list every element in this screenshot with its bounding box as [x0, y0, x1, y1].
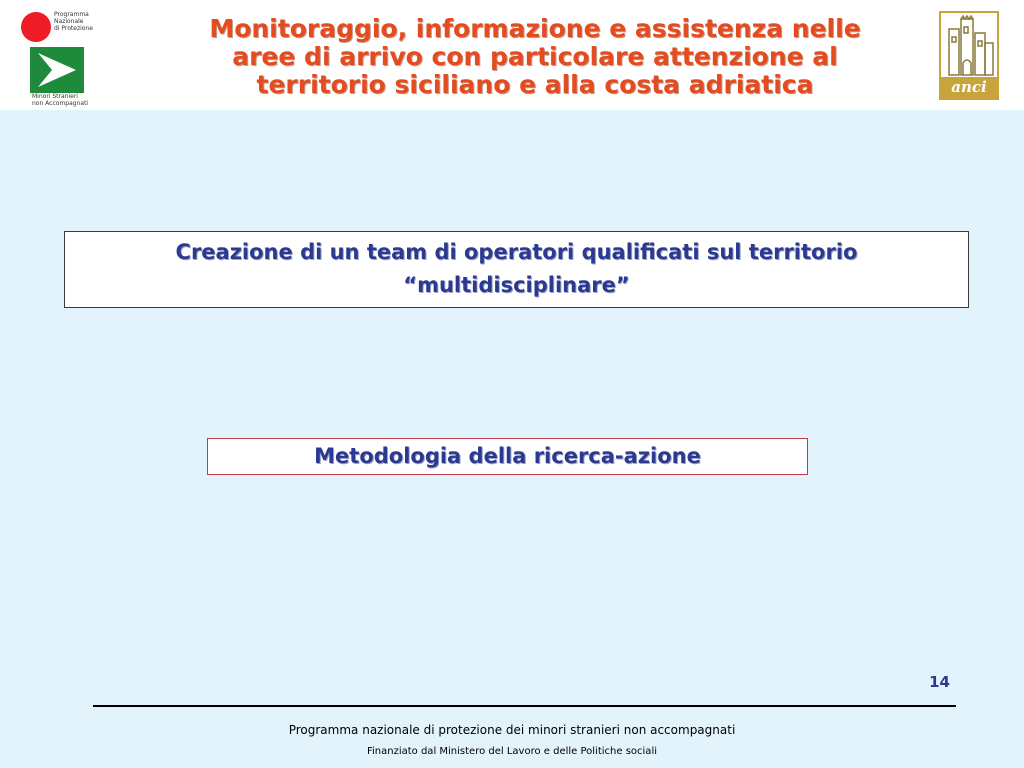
- team-box: [64, 231, 969, 308]
- title-line: territorio siciliano e alla costa adriatica: [256, 70, 814, 99]
- team-box-line: Creazione di un team di operatori qualificati sul territorio: [175, 240, 858, 264]
- team-box-text: [65, 236, 968, 302]
- footer-funding-text: Finanziato dal Ministero del Lavoro e delle Politiche sociali: [366, 746, 657, 757]
- anci-wordmark: anci: [941, 77, 997, 98]
- tower-skyline-icon: [943, 15, 995, 77]
- anci-logo: [939, 11, 999, 100]
- team-box-line: “multidisciplinare”: [403, 273, 630, 297]
- method-box-label: Metodologia della ricerca-azione: [314, 444, 701, 468]
- page-number: 14: [929, 673, 950, 691]
- title-line: Monitoraggio, informazione e assistenza nelle: [209, 14, 861, 43]
- green-flag-icon: [30, 47, 84, 93]
- title-line: aree di arrivo con particolare attenzione al: [232, 42, 838, 71]
- program-logo: [18, 8, 98, 106]
- program-logo-text: Programma Nazionale di Protezione: [54, 11, 93, 32]
- footer-divider: [93, 705, 956, 707]
- method-box: [207, 438, 808, 475]
- slide-title: [140, 15, 930, 99]
- program-logo-caption: Minori Stranieri non Accompagnati: [32, 93, 89, 107]
- footer-program-text: Programma nazionale di protezione dei minori stranieri non accompagnati: [288, 723, 736, 737]
- red-circle-icon: [21, 12, 51, 42]
